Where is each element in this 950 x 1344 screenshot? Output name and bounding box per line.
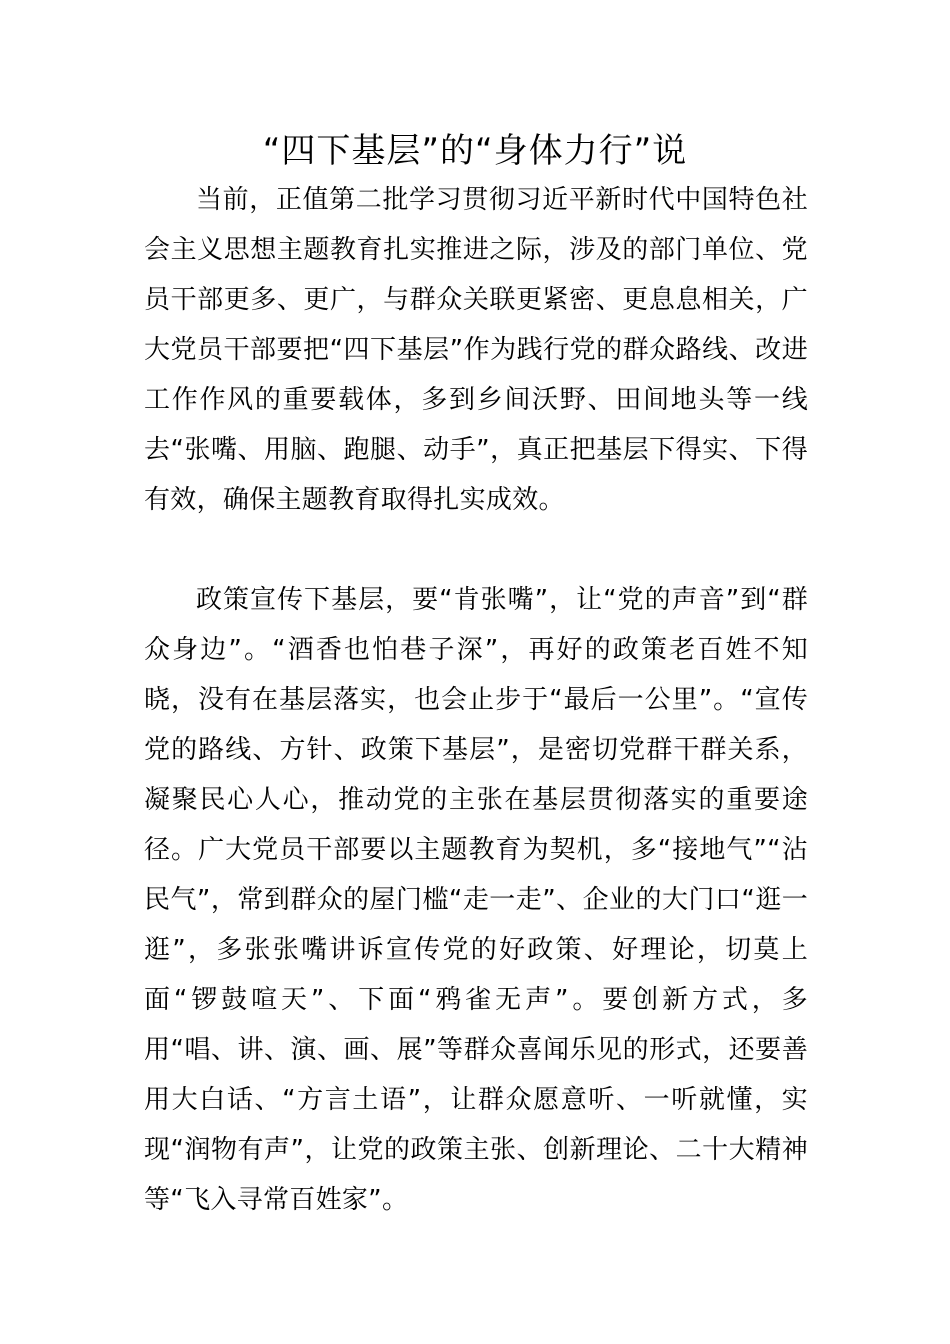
paragraph-policy-publicity: 政策宣传下基层，要“肯张嘴”，让“党的声音”到“群众身边”。“酒香也怕巷子深”，再好的政策老百姓不知晓，没有在基层落实，也会止步于“最后一公里”。“宣传党的路线、方针、政策下基层”，是密切党群干群关系，凝聚民心人心，推动党的主张在基层贯彻落实的重要途径。广大党员干部要以主题教育为契机，多“接地气”“沾民气”，常到群众的屋门槛“走一走”、企业的大门口“逛一逛”，多张张嘴讲诉宣传党的好政策、好理论，切莫上面“锣鼓喧天”、下面“鸦雀无声”。要创新方式，多用“唱、讲、演、画、展”等群众喜闻乐见的形式，还要善用大白话、“方言土语”，让群众愿意听、一听就懂，实现“润物有声”，让党的政策主张、创新理论、二十大精神等“飞入寻常百姓家”。 — [144, 585, 808, 1215]
document-title: “四下基层”的“身体力行”说 — [262, 131, 688, 171]
paragraph-intro: 当前，正值第二批学习贯彻习近平新时代中国特色社会主义思想主题教育扎实推进之际，涉及的部门单位、党员干部更多、更广，与群众关联更紧密、更息息相关，广大党员干部要把“四下基层”作为践行党的群众路线、改进工作作风的重要载体，多到乡间沃野、田间地头等一线去“张嘴、用脑、跑腿、动手”，真正把基层下得实、下得有效，确保主题教育取得扎实成效。 — [144, 185, 808, 515]
